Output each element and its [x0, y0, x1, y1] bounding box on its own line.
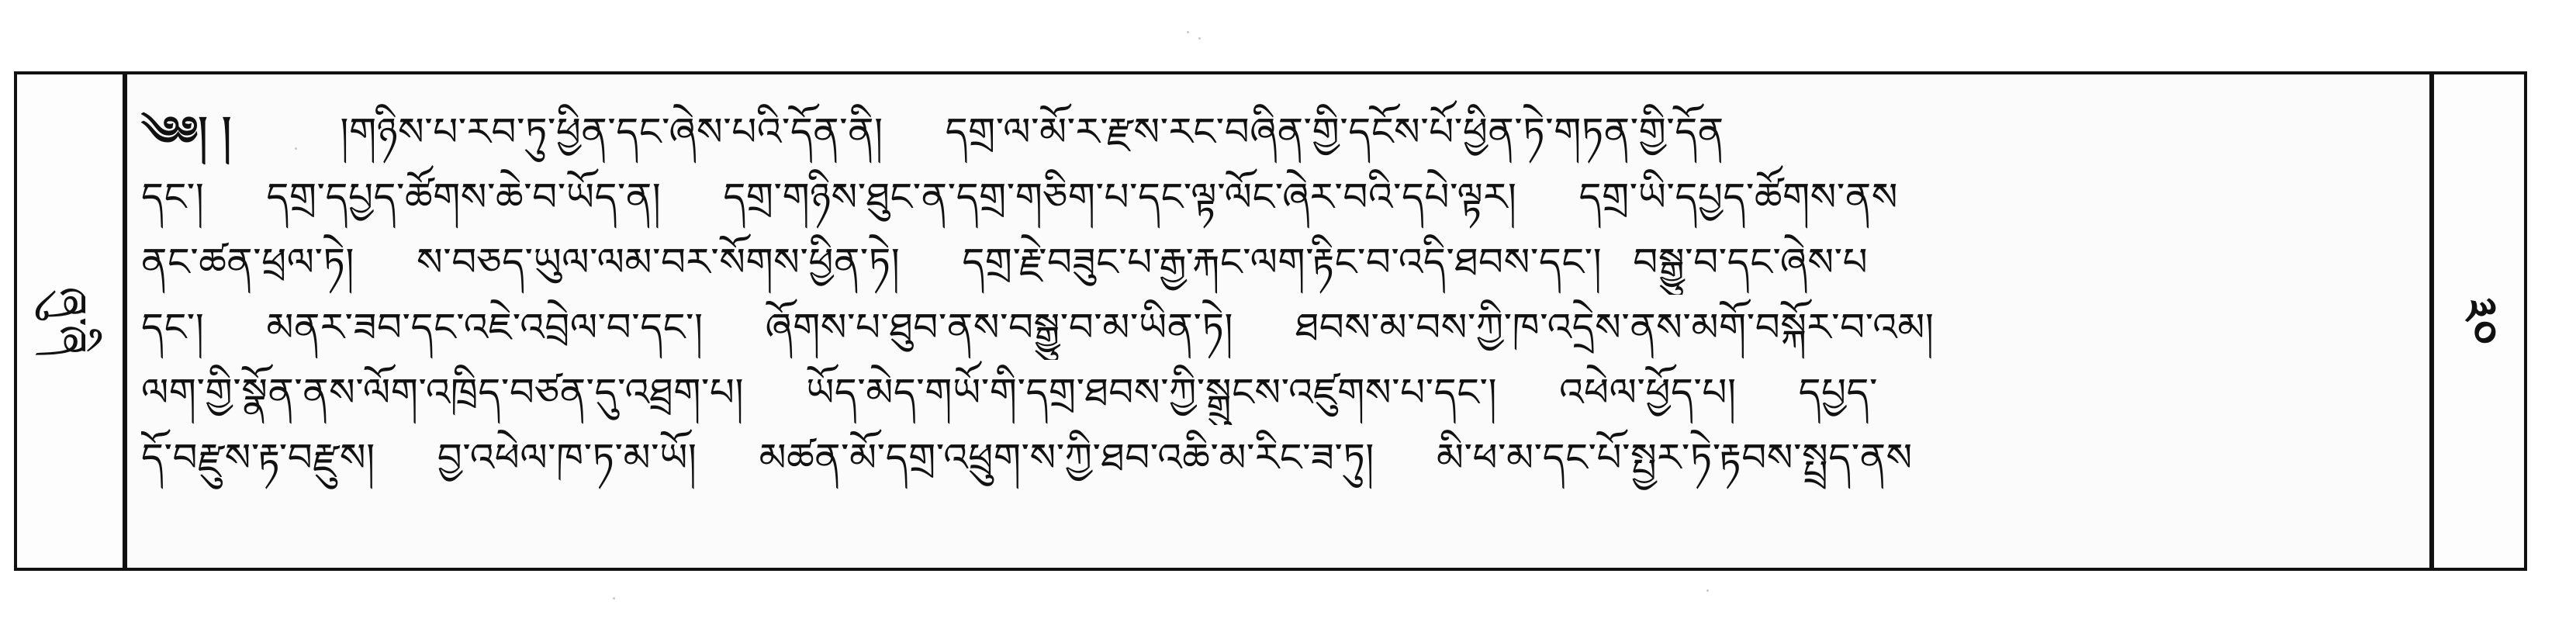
- left-margin-label: ཞུ་ཞི: [44, 286, 95, 356]
- right-margin: [2429, 74, 2524, 568]
- text-line-2: [141, 164, 2415, 230]
- scan-speck: [1187, 31, 1189, 33]
- text-line-segment: མི་ཕ་མ་དང་པོ་སྤྱར་ཏེ་རྟབས་སྤྲད་ནས: [1436, 435, 1913, 480]
- text-line-segment: དགྲ་དཔྱད་ཚོགས་ཆེ་བ་ཡོད་ན།: [266, 175, 662, 219]
- text-line-6: [141, 425, 2415, 490]
- scan-speck: [1706, 589, 1709, 592]
- text-line-segment: དོ་བརྫུས་རྟ་བརྫུས།: [141, 435, 375, 480]
- text-line-segment: མནར་ཟབ་དང་འཇེ་འབྲེལ་བ་དང་།: [266, 305, 704, 350]
- text-line-segment: འཕེལ་ཕྱོད་པ།: [1559, 370, 1737, 415]
- text-line-segment: དགྲ་གཉིས་ཐུང་ན་དགྲ་གཅིག་པ་དང་ལྟ་ལོང་ཞེར་བའི་དཔེ་ལྟར།: [723, 175, 1517, 219]
- text-area: [141, 99, 2415, 549]
- scan-speck: [613, 597, 615, 600]
- text-line-4: [141, 295, 2415, 360]
- text-line-segment: དགྲ་ཡི་དཔྱད་ཚོགས་ནས: [1578, 175, 1899, 219]
- text-line-5: [141, 360, 2415, 425]
- text-line-segment: ཐབས་མ་བས་ཀྱི་ཁ་འདྲེས་ནས་མགོ་བསྐོར་བ་འམ།: [1295, 305, 1935, 350]
- text-line-segment: ༄༅། །: [141, 109, 232, 155]
- text-line-segment: དང་།: [141, 305, 205, 350]
- text-line-segment: མཚན་མོ་དགྲ་འཕྲུག་ས་ཀྱི་ཐབ་འཆི་མ་རིང་ཟ་ཏུ།: [759, 435, 1374, 480]
- scan-speck: [1198, 37, 1201, 40]
- text-line-segment: ཡོད་མེད་གཡོ་གི་དགྲ་ཐབས་ཀྱི་སྒྲུངས་འཛུགས་པ་དང་།: [806, 370, 1498, 415]
- text-line-segment: ལག་གྱི་སྣོན་ནས་ལོག་འཁྲིད་བཙན་དུ་འཐྲག་པ།: [141, 370, 745, 415]
- pecha-folio-frame: [14, 71, 2527, 571]
- text-line-1: [141, 99, 2415, 164]
- text-line-segment: བསྒྱུ་བ་དང་ཞེས་པ: [1633, 240, 1869, 285]
- left-margin: [17, 74, 127, 568]
- page-number: ༣༠: [2453, 298, 2505, 344]
- text-line-segment: བྱ་འཕེལ་ཁ་ཏ་མ་ཡོ།: [437, 435, 697, 480]
- text-line-segment: དགྲ་རྗེ་བཟུང་པ་རྒྱ་རྐང་ལག་རྟིང་བ་འདི་ཐབས་དང་།: [962, 240, 1603, 285]
- scan-speck: [295, 147, 297, 150]
- text-line-segment: དཔྱད་: [1798, 370, 1879, 415]
- text-line-segment: །གཉིས་པ་རབ་ཏུ་ཕྱིན་དང་ཞེས་པའི་དོན་ནི།: [340, 109, 883, 154]
- text-line-segment: ཞོགས་པ་ཐུབ་ནས་བསྒྱུ་བ་མ་ཡིན་ཏེ།: [765, 305, 1234, 350]
- text-line-3: [141, 230, 2415, 295]
- text-line-segment: དགྲ་ལ་མོ་ར་རྫས་རང་བཞིན་གྱི་དངོས་པོ་ཕྱིན་ཏེ་གཏན་གྱི་དོན: [945, 109, 1724, 154]
- text-line-segment: ས་བཅད་ཡུལ་ལམ་བར་སོགས་ཕྱིན་ཏེ།: [417, 240, 901, 285]
- text-line-segment: དང་།: [141, 175, 205, 219]
- text-line-segment: ནང་ཚན་ཕྲལ་ཏེ།: [141, 240, 354, 285]
